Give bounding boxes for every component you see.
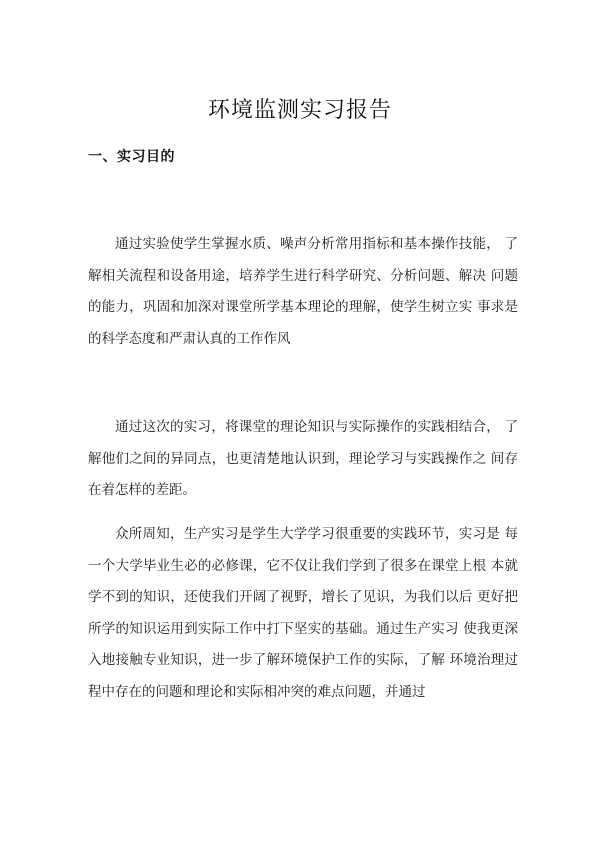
section-heading: 一、实习目的 — [88, 149, 175, 165]
paragraph-1: 通过实验使学生掌握水质、噪声分析常用指标和基本操作技能， 了解相关流程和设备用途，培养学生进行科学研究、分析问题、解决 问题的能力，巩固和加深对课堂所学基本理论的理解，使学生树立实 事求是的科学态度和严肃认真的工作作风 — [88, 236, 518, 347]
paragraph-3: 众所周知，生产实习是学生大学学习很重要的实践环节，实习是 每一个大学毕业生必的必修课，它不仅让我们学到了很多在课堂上根 本就学不到的知识，还使我们开阔了视野，增长了见识，为我们以后 更好把所学的知识运用到实际工作中打下坚实的基础。通过生产实习 使我更深入地接触专业知识，进一步了解环境保护工作的实际，了解 环境治理过程中存在的问题和理论和实际相冲突的难点问题，并通过 — [88, 526, 518, 700]
paragraph-2: 通过这次的实习，将课堂的理论知识与实际操作的实践相结合， 了解他们之间的异同点，也更清楚地认识到，理论学习与实践操作之 间存在着怎样的差距。 — [88, 419, 518, 498]
document-title: 环境监测实习报告 — [207, 98, 392, 123]
